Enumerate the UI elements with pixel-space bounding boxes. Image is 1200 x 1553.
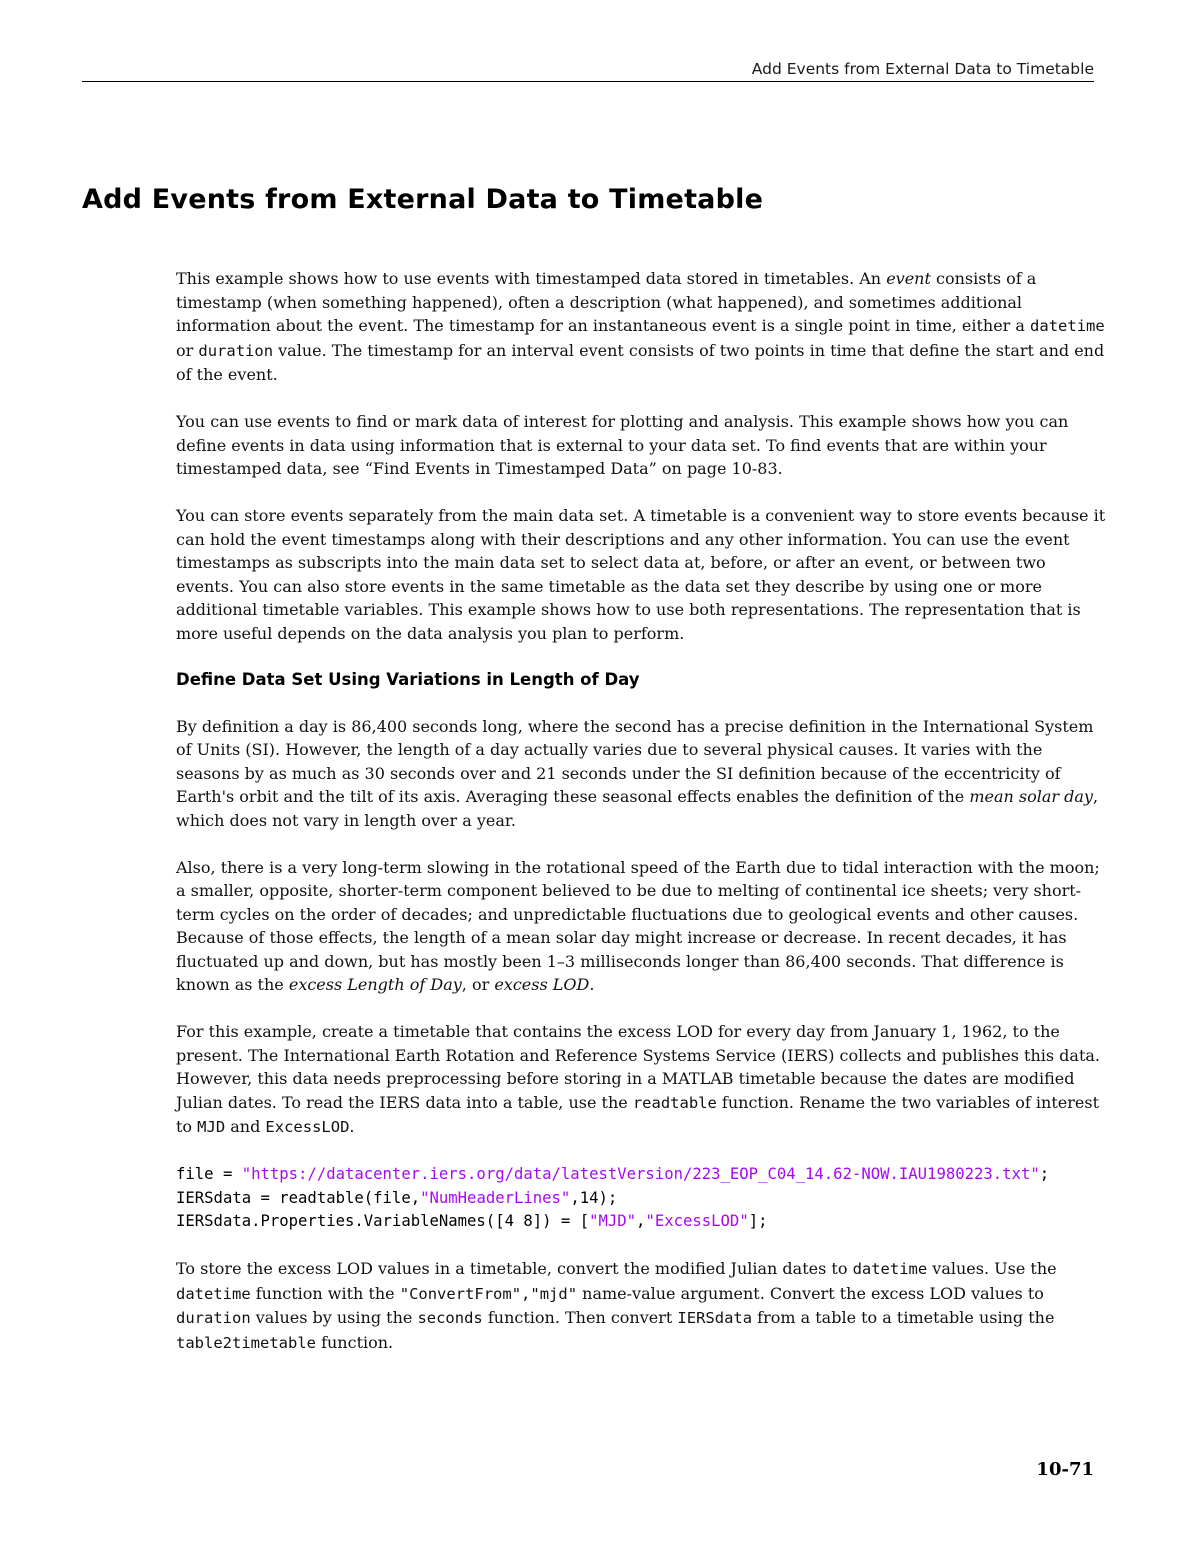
code-line xyxy=(176,1187,1106,1211)
find-events-paragraph: You can use events to find or mark data of interest for plotting and analysis. This example shows how you can define events in data using information that is external to your data set. To find events that are within your timestamped data, see “Find Events in Timestamped Data” on page 10-83. xyxy=(176,412,1069,478)
iers-paragraph xyxy=(176,1020,1106,1140)
code-datetime: datetime xyxy=(1030,317,1105,335)
text-span: name-value argument. Convert the excess LOD values to xyxy=(577,1283,1044,1303)
code-string: "https://datacenter.iers.org/data/latestVersion/223_EOP_C04_14.62-NOW.IAU1980223.txt" xyxy=(241,1165,1040,1183)
text-span: or xyxy=(176,340,199,360)
text-span: This example shows how to use events with timestamped data stored in timetables. An xyxy=(176,269,887,288)
text-span: Also, there is a very long-term slowing in the rotational speed of the Earth due to tidal interaction with the moon; a smaller, opposite, shorter-term component believed to be due to melting of continental ice sheets; very short-term cycles on the order of decades; and unpredictable fluctuations due to geological events and other causes. Because of those effects, the length of a mean solar day might increase or decrease. In recent decades, it has fluctuated up and down, but has mostly been 1–3 milliseconds longer than 86,400 seconds. That difference is known as the xyxy=(176,857,1100,994)
body-content xyxy=(176,267,1106,1355)
code-datetime: datetime xyxy=(176,1284,251,1303)
text-span: , or xyxy=(461,975,495,994)
code-seconds: seconds xyxy=(417,1309,483,1327)
text-span: value. The timestamp for an interval event consists of two points in time that define the start and end of the event. xyxy=(176,340,1105,384)
intro-paragraph xyxy=(176,267,1106,387)
store-events-paragraph: You can store events separately from the main data set. A timetable is a convenient way to store events because it can hold the event timestamps along with their descriptions and any other information. You can use the event timestamps as subscripts into the main data set to select data at, before, or after an event, or between two events. You can also store events in the same timetable as the data set they describe by using one or more additional timetable variables. This example shows how to use both representations. The representation that is more useful depends on the data analysis you plan to perform. xyxy=(176,506,1106,643)
text-span: For this example, create a timetable that contains the excess LOD for every day from January 1, 1962, to the present. The International Earth Rotation and Reference Systems Service (IERS) collects and publishes this data. However, this data needs preprocessing before storing in a MATLAB timetable because the dates are modified Julian dates. To read the IERS data into a table, use the xyxy=(176,1022,1100,1112)
code-text: , xyxy=(636,1212,646,1230)
code-block xyxy=(176,1163,1106,1234)
convert-paragraph xyxy=(176,1257,1106,1355)
header-rule xyxy=(82,81,1094,82)
code-line xyxy=(176,1163,1106,1187)
code-duration: duration xyxy=(176,1309,251,1327)
text-span: function. xyxy=(315,1332,394,1352)
emphasis-event: event xyxy=(886,269,931,288)
emphasis-excess-lod: excess LOD xyxy=(494,975,590,994)
day-definition-paragraph xyxy=(176,715,1106,833)
code-datetime: datetime xyxy=(852,1260,928,1278)
code-duration: duration xyxy=(198,341,274,360)
text-span: By definition a day is 86,400 seconds long, where the second has a precise definition in the International System of Units (SI). However, the length of a day actually varies due to several physical causes. It varies with the seasons by as much as 30 seconds over and 21 seconds under the SI definition because of the eccentricity of Earth's orbit and the tilt of its axis. Averaging these seasonal effects enables the definition of the xyxy=(176,716,1094,806)
text-span: from a table to a timetable using the xyxy=(752,1308,1055,1327)
code-line xyxy=(176,1210,1106,1234)
emphasis-mean-solar-day: mean solar day xyxy=(969,787,1093,806)
code-mjd: MJD xyxy=(197,1118,226,1136)
running-header: Add Events from External Data to Timetable xyxy=(751,60,1094,78)
page-number: 10-71 xyxy=(1036,1459,1094,1480)
emphasis-excess-length-of-day: excess Length of Day xyxy=(288,975,462,994)
text-span: consists of a timestamp (when something happened), often a description (what happened), and sometimes additional information about the event. The timestamp for an instantaneous event is a single point in time, either a xyxy=(176,269,1037,335)
text-span: To store the excess LOD values in a timetable, convert the modified Julian dates to xyxy=(176,1259,853,1278)
excess-lod-paragraph xyxy=(176,856,1106,997)
section-heading: Define Data Set Using Variations in Length of Day xyxy=(176,669,640,689)
text-span: function with the xyxy=(250,1283,400,1303)
code-string: "ExcessLOD" xyxy=(645,1212,749,1230)
text-span: values by using the xyxy=(250,1308,418,1327)
code-text: ]; xyxy=(748,1212,768,1230)
code-string: "MJD" xyxy=(589,1212,637,1230)
text-span: function. Then convert xyxy=(482,1308,678,1327)
text-span: . xyxy=(349,1117,355,1136)
text-span: , which does not vary in length over a year. xyxy=(176,787,1099,830)
text-span: values. Use the xyxy=(927,1259,1057,1278)
text-span: . xyxy=(589,975,595,994)
code-text: ; xyxy=(1039,1165,1050,1183)
code-string: "NumHeaderLines" xyxy=(420,1188,571,1207)
code-iersdata: IERSdata xyxy=(677,1309,753,1327)
code-text: ,14); xyxy=(570,1188,618,1207)
code-text: file = xyxy=(176,1165,242,1183)
page-title: Add Events from External Data to Timetable xyxy=(82,184,764,215)
code-readtable: readtable xyxy=(632,1093,717,1112)
text-span: and xyxy=(225,1117,266,1136)
code-text: IERSdata = readtable(file, xyxy=(176,1188,421,1207)
code-convertfrom: "ConvertFrom","mjd" xyxy=(399,1284,578,1303)
code-table2timetable: table2timetable xyxy=(176,1333,316,1352)
text-span: function. Rename the two variables of interest to xyxy=(176,1092,1100,1136)
code-excesslod: ExcessLOD xyxy=(265,1118,350,1136)
code-text: IERSdata.Properties.VariableNames([4 8]) = [ xyxy=(176,1212,590,1230)
